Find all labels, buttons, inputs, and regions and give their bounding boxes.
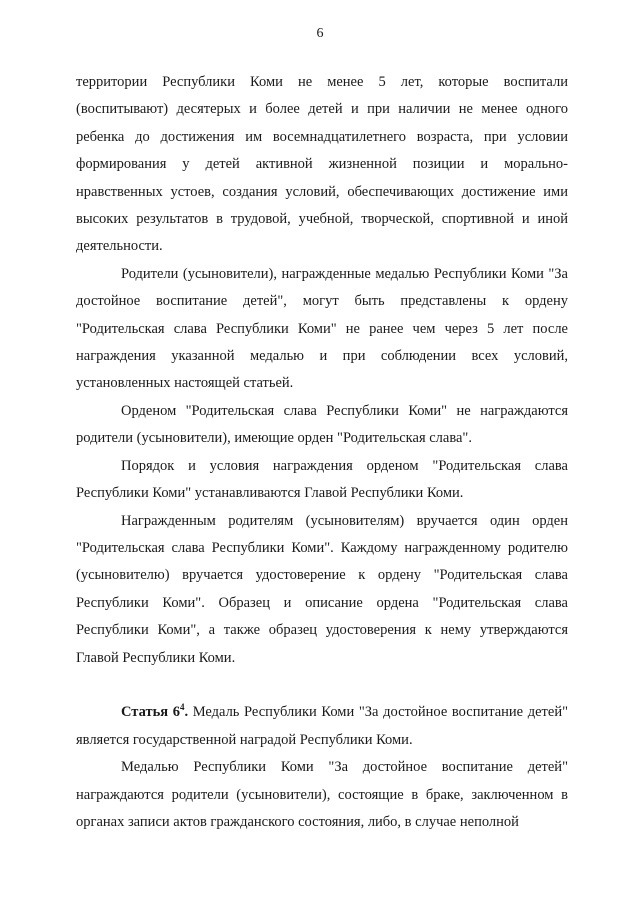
paragraph: Награжденным родителям (усыновителям) вручается один орден "Родительская слава Республики Коми". Каждому награжденному родителю (усыновителю) вручается удостоверение к ордену "Родительская слава Республики Коми". Образец и описание ордена "Родительская слава Республики Коми", а также образец удостоверения к нему утверждаются Главой Республики Коми. bbox=[76, 512, 568, 666]
article-label-suffix: . bbox=[184, 704, 189, 721]
article-heading bbox=[121, 704, 188, 720]
paragraph: Орденом "Родительская слава Республики Коми" не награждаются родители (усыновители), имеющие орден "Родительская слава". bbox=[76, 402, 568, 447]
paragraph: Родители (усыновители), награжденные медалью Республики Коми "За достойное воспитание детей", могут быть представлены к ордену "Родительская слава Республики Коми" не ранее чем через 5 лет после награждения указанной медалью и при соблюдении всех условий, установленных настоящей статьей. bbox=[76, 265, 568, 392]
paragraph-continuation: территории Республики Коми не менее 5 лет, которые воспитали (воспитывают) десятерых и более детей и при наличии не менее одного ребенка до достижения им восемнадцатилетнего возраста, при условии формирования у детей активной жизненной позиции и морально-нравственных устоев, создания условий, обеспечивающих достижение ими высоких результатов в трудовой, учебной, творческой, спортивной и иной деятельности. bbox=[76, 74, 568, 255]
article-text: Медаль Республики Коми "За достойное воспитание детей" является государственной наградой Республики Коми. bbox=[76, 704, 568, 748]
page-number: 6 bbox=[316, 26, 324, 41]
article-superscript: 4 bbox=[179, 702, 185, 713]
paragraph-final: Медалью Республики Коми "За достойное воспитание детей" награждаются родители (усыновители), состоящие в браке, заключенном в органах записи актов гражданского состояния, либо, в случае неполной bbox=[76, 759, 568, 830]
article-label: Статья 6 bbox=[121, 704, 180, 721]
document-body bbox=[76, 69, 568, 836]
article-paragraph bbox=[76, 699, 568, 754]
paragraph: Порядок и условия награждения орденом "Родительская слава Республики Коми" устанавливаются Главой Республики Коми. bbox=[76, 457, 568, 502]
